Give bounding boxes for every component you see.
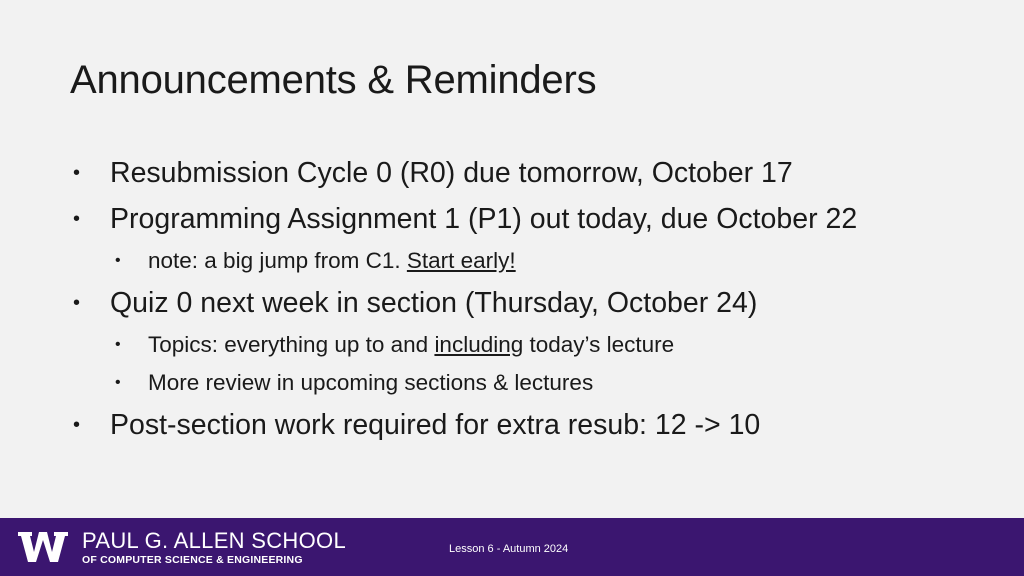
sub-bullet-more-review: • More review in upcoming sections & lectures (70, 364, 1000, 402)
topics-text-post: today’s lecture (523, 332, 675, 357)
lesson-label: Lesson 6 - Autumn 2024 (449, 543, 569, 555)
big-jump-text: note: a big jump from C1. (148, 248, 407, 273)
sub-bullet-topics (70, 326, 1000, 364)
uw-w-logo-icon (18, 530, 68, 564)
including-emphasis: including (434, 332, 524, 357)
bullet-p1-out: • Programming Assignment 1 (P1) out today, due October 22 (70, 196, 1000, 242)
school-subtitle: OF COMPUTER SCIENCE & ENGINEERING (82, 554, 303, 566)
school-name: PAUL G. ALLEN SCHOOL (82, 528, 346, 553)
bullet-post-section-work: • Post-section work required for extra resub: 12 -> 10 (70, 402, 1000, 448)
start-early-link[interactable]: Start early! (406, 248, 516, 273)
bullet-quiz0: • Quiz 0 next week in section (Thursday, October 24) (70, 280, 1000, 326)
sub-bullet-big-jump (70, 242, 1000, 280)
bullet-list (70, 150, 1000, 448)
slide-title: Announcements & Reminders (70, 58, 597, 102)
topics-text-pre: Topics: everything up to and (148, 332, 435, 357)
bullet-r0-due: • Resubmission Cycle 0 (R0) due tomorrow, October 17 (70, 150, 1000, 196)
footer-bar (0, 518, 1024, 576)
